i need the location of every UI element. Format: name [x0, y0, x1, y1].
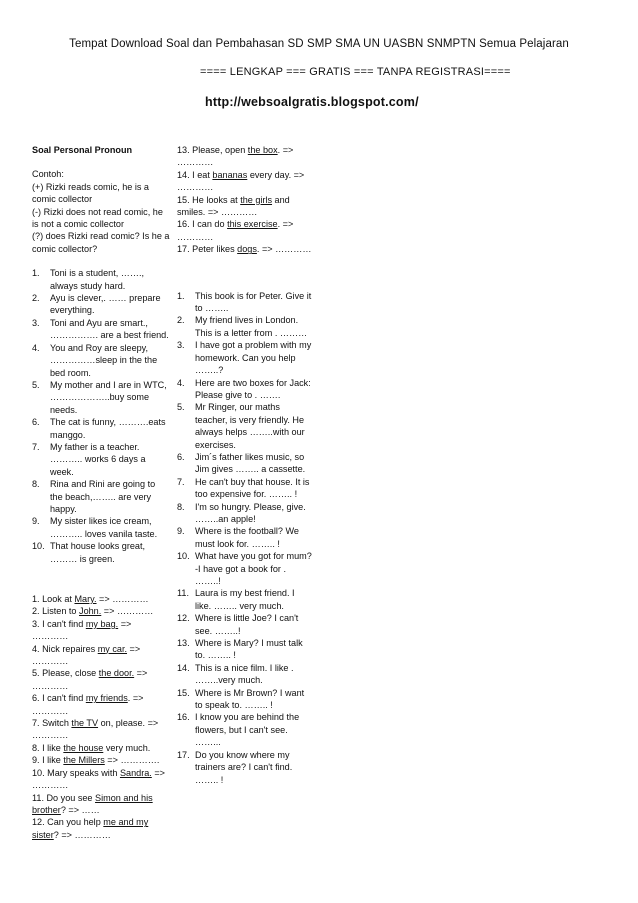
fill-in-item — [177, 550, 312, 587]
item-text: This book is for Peter. Give it to …….. — [195, 290, 312, 314]
item-number: 4. — [177, 377, 185, 388]
underlined-phrase: Mary. — [74, 594, 97, 604]
item-text: Where is the football? We must look for. …….. ! — [195, 526, 299, 549]
item-lead: 8. I like — [32, 742, 64, 753]
item-number: 2. — [32, 293, 40, 304]
item-text: The cat is funny, ……….eats manggo. — [50, 417, 166, 440]
example-line: (?) does Rizki read comic? Is he a comic collector? — [32, 231, 170, 254]
fill-in-item — [177, 290, 312, 315]
item-text: I know you are behind the flowers, but I can't see. ……... — [195, 712, 300, 748]
item-number: 8. — [177, 501, 185, 512]
fill-in-item — [177, 525, 312, 550]
fill-in-item — [177, 711, 312, 748]
replace-item — [177, 243, 312, 255]
item-tail: . => ………… — [177, 145, 294, 168]
item-text: What have you got for mum? -I have got a book for . ……..! — [195, 551, 312, 586]
replace-list — [32, 593, 170, 841]
replace-list — [177, 144, 312, 256]
item-number: 6. — [177, 451, 185, 462]
item-number: 3. — [32, 317, 40, 328]
item-number: 7. — [32, 441, 40, 452]
item-number: 11. — [177, 588, 189, 599]
item-lead: 6. I can't find — [32, 693, 86, 704]
underlined-phrase: the girls — [240, 194, 273, 205]
fill-in-item — [177, 451, 312, 476]
item-lead: 16. I can do — [177, 219, 228, 230]
item-number: 5. — [32, 379, 40, 390]
underlined-phrase: dogs — [237, 244, 257, 255]
item-text: My friend lives in London. This is a letter from . ……… — [195, 315, 308, 338]
replace-item — [32, 605, 170, 617]
replace-item — [32, 618, 170, 643]
item-text: That house looks great, ……… is green. — [50, 541, 146, 564]
item-tail: ? => …… — [60, 804, 100, 815]
replace-item — [32, 593, 170, 605]
item-number: 15. — [177, 687, 190, 698]
item-text: Do you know where my trainers are? I can't find. …….. ! — [195, 749, 293, 785]
fill-in-item — [177, 637, 312, 662]
item-tail: => ………… — [101, 606, 154, 617]
fill-in-item — [177, 339, 312, 376]
item-number: 6. — [32, 417, 40, 428]
fill-in-item — [177, 314, 312, 339]
item-number: 13. — [177, 638, 190, 649]
item-tail: => …………. — [104, 755, 160, 766]
underlined-phrase: the house — [63, 742, 104, 753]
fill-in-item — [32, 379, 170, 416]
item-text: Where is Mary? I must talk to. …….. ! — [195, 638, 303, 661]
fill-in-item — [177, 587, 312, 612]
header-url[interactable]: http://websoalgratis.blogspot.com/ — [205, 95, 419, 109]
item-lead: 10. Mary speaks with — [32, 767, 120, 778]
replace-item — [177, 194, 312, 219]
item-text: Mr Ringer, our maths teacher, is very friendly. He always helps ……..with our exercises. — [195, 402, 305, 450]
item-lead: 2. Listen to — [32, 606, 80, 617]
replace-item — [32, 643, 170, 668]
item-text: Jim´s father likes music, so Jim gives …….. a cassette. — [195, 451, 306, 475]
replace-item — [32, 767, 170, 792]
item-lead: 5. Please, close — [32, 668, 99, 679]
item-tail: and smiles. => ………… — [177, 194, 290, 218]
item-number: 7. — [177, 476, 185, 487]
item-number: 10. — [177, 551, 190, 562]
fill-in-item — [177, 501, 312, 526]
item-lead: 1. Look at — [32, 594, 75, 604]
underlined-phrase: me and my sister — [32, 817, 149, 840]
item-lead: 4. Nick repaires — [32, 643, 98, 654]
fill-in-item — [177, 401, 312, 451]
item-number: 1. — [177, 290, 185, 301]
item-lead: 17. Peter likes — [177, 244, 238, 255]
item-number: 10. — [32, 541, 45, 552]
item-tail: . => ………… — [177, 219, 294, 242]
replace-item — [32, 816, 170, 841]
item-text: Where is little Joe? I can't see. ……..! — [195, 613, 299, 636]
item-number: 4. — [32, 342, 40, 353]
item-lead: 3. I can't find — [32, 618, 86, 629]
example-line: (-) Rizki does not read comic, he is not a comic collector — [32, 206, 163, 230]
item-number: 1. — [32, 268, 40, 279]
header-site-line: Tempat Download Soal dan Pembahasan SD SMP SMA UN UASBN SNMPTN Semua Pelajaran — [69, 38, 569, 50]
item-lead: 13. Please, open — [177, 145, 248, 155]
fill-in-item — [32, 292, 170, 317]
fill-in-item — [177, 749, 312, 786]
underlined-phrase: the box — [247, 145, 278, 155]
fill-in-item — [32, 416, 170, 441]
replace-item — [32, 742, 170, 754]
underlined-phrase: my friends — [85, 693, 128, 704]
item-number: 16. — [177, 712, 190, 723]
item-lead: 15. He looks at — [177, 194, 241, 205]
replace-item — [32, 792, 170, 817]
item-text: Toni and Ayu are smart., ……………. are a best friend. — [50, 317, 169, 341]
item-text: Rina and Rini are going to the beach,…….. are very happy. — [50, 479, 156, 514]
left-column — [32, 144, 170, 841]
example-line: (+) Rizki reads comic, he is a comic collector — [32, 181, 149, 205]
item-lead: 14. I eat — [177, 169, 213, 180]
example-block — [32, 168, 170, 255]
item-text: My father is a teacher. ……….. works 6 days a week. — [50, 441, 146, 477]
replace-item — [32, 754, 170, 766]
replace-item — [32, 717, 170, 742]
section-title: Soal Personal Pronoun — [32, 145, 133, 155]
item-lead: 9. I like — [32, 755, 64, 766]
underlined-phrase: my bag. — [85, 618, 119, 629]
fill-in-list — [32, 267, 170, 565]
underlined-phrase: the door. — [98, 668, 135, 679]
item-tail: every day. => ………… — [177, 169, 305, 193]
fill-in-item — [32, 441, 170, 478]
item-tail: . => ………… — [256, 244, 312, 255]
underlined-phrase: Simon and his brother — [32, 792, 153, 815]
item-text: I'm so hungry. Please, give. ……..an apple! — [195, 501, 306, 524]
fill-in-item — [32, 317, 170, 342]
item-text: Here are two boxes for Jack: Please give to . ……. — [195, 377, 311, 400]
underlined-phrase: the TV — [71, 718, 99, 729]
fill-in-item — [32, 478, 170, 515]
underlined-phrase: bananas — [212, 169, 248, 180]
item-text: He can't buy that house. It is too expensive for. …….. ! — [195, 476, 310, 500]
item-number: 8. — [32, 479, 40, 490]
right-column — [177, 144, 312, 786]
fill-in-list — [177, 290, 312, 786]
item-lead: 12. Can you help — [32, 817, 104, 828]
replace-item — [177, 144, 312, 169]
fill-in-item — [32, 515, 170, 540]
item-lead: 7. Switch — [32, 718, 72, 729]
fill-in-item — [32, 267, 170, 292]
fill-in-item — [32, 540, 170, 565]
item-text: Where is Mr Brown? I want to speak to. …….. ! — [195, 687, 305, 711]
underlined-phrase: John. — [79, 606, 102, 617]
item-text: This is a nice film. I like . ……..very much. — [195, 662, 294, 686]
replace-item — [32, 667, 170, 692]
item-text: I have got a problem with my homework. Can you help ……..? — [195, 340, 312, 376]
item-tail: => ………… — [96, 594, 149, 604]
item-number: 3. — [177, 340, 185, 351]
item-tail: => ………… — [32, 618, 132, 642]
item-tail: => ………… — [32, 643, 141, 667]
underlined-phrase: the Millers — [63, 755, 105, 766]
fill-in-item — [177, 377, 312, 402]
item-text: Toni is a student, ……., always study hard. — [50, 268, 145, 291]
fill-in-item — [32, 342, 170, 379]
fill-in-item — [177, 662, 312, 687]
item-tail: on, please. => ………… — [32, 718, 159, 741]
item-number: 9. — [32, 516, 40, 527]
underlined-phrase: this exercise — [227, 219, 278, 230]
replace-item — [177, 218, 312, 243]
item-number: 14. — [177, 662, 190, 673]
item-number: 5. — [177, 402, 185, 413]
item-text: You and Roy are sleepy, ……………sleep in the the bed room. — [50, 342, 158, 378]
item-text: Ayu is clever,. …… prepare everything. — [50, 293, 161, 316]
item-number: 17. — [177, 749, 190, 760]
item-tail: ? => ………… — [53, 829, 111, 840]
item-text: My mother and I are in WTC, ………………..buy some needs. — [50, 379, 167, 415]
example-label: Contoh: — [32, 169, 64, 180]
underlined-phrase: Sandra. — [119, 767, 152, 778]
item-tail: . => ………… — [32, 693, 144, 716]
item-tail: => ………… — [32, 767, 165, 791]
item-tail: => ………… — [32, 668, 148, 691]
item-number: 9. — [177, 526, 185, 537]
item-number: 12. — [177, 613, 190, 624]
header-free-line: ==== LENGKAP === GRATIS === TANPA REGISTRASI==== — [200, 66, 511, 78]
fill-in-item — [177, 612, 312, 637]
item-number: 2. — [177, 315, 185, 326]
item-text: My sister likes ice cream, ……….. loves vanila taste. — [50, 516, 158, 539]
replace-item — [177, 169, 312, 194]
fill-in-item — [177, 476, 312, 501]
fill-in-item — [177, 687, 312, 712]
underlined-phrase: my car. — [97, 643, 128, 654]
item-text: Laura is my best friend. I like. …….. very much. — [195, 588, 295, 611]
item-tail: very much. — [103, 742, 151, 753]
replace-item — [32, 692, 170, 717]
item-lead: 11. Do you see — [32, 792, 96, 803]
